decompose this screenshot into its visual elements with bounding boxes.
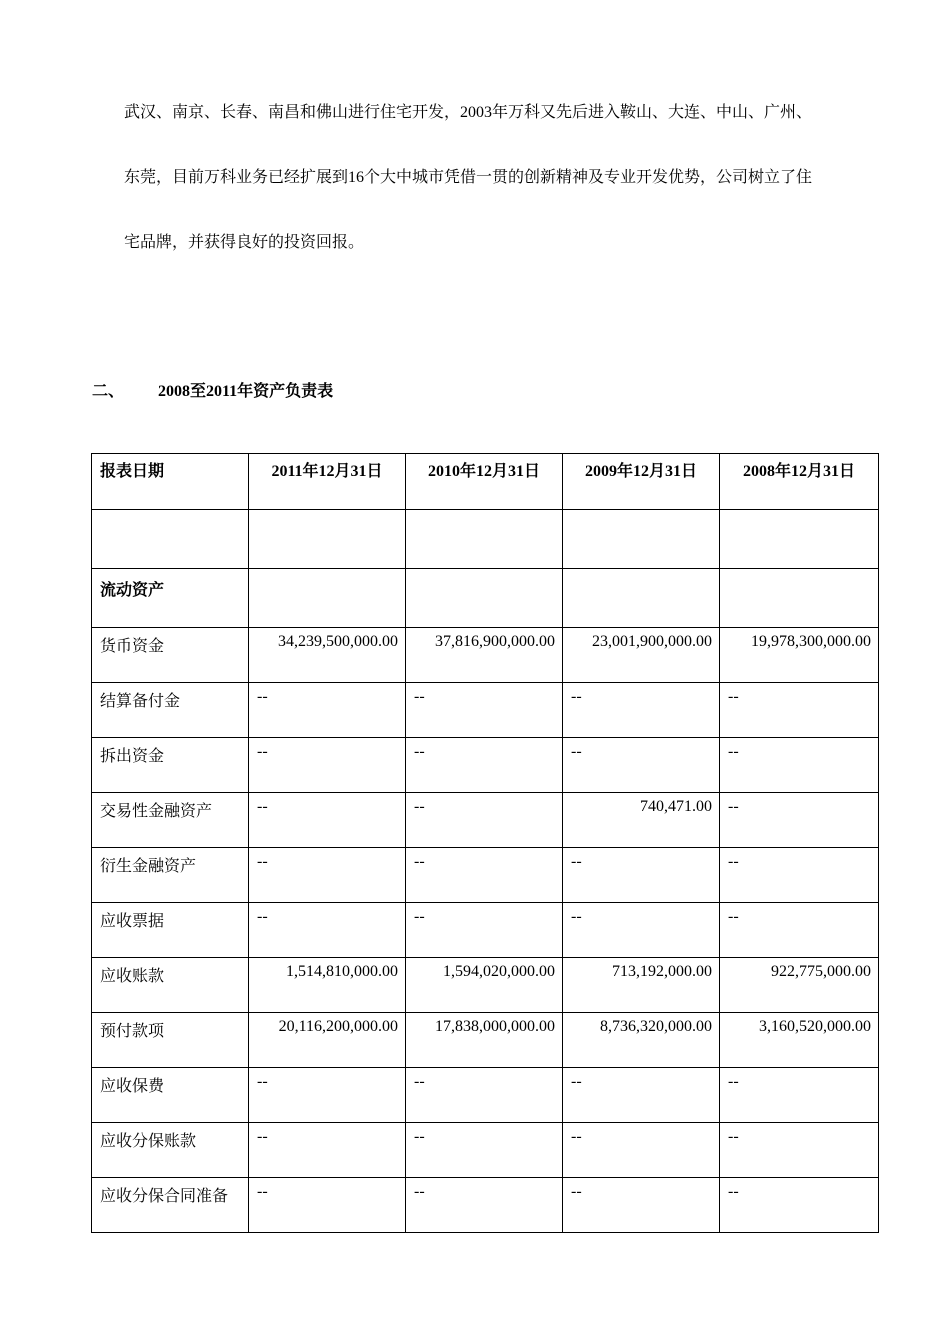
value-cell: -- bbox=[249, 903, 406, 958]
value-cell: -- bbox=[249, 1123, 406, 1178]
value-cell: 34,239,500,000.00 bbox=[249, 628, 406, 683]
row-label: 交易性金融资产 bbox=[92, 793, 249, 848]
value-cell: -- bbox=[249, 1068, 406, 1123]
value-cell: -- bbox=[249, 848, 406, 903]
intro-paragraph bbox=[124, 96, 864, 291]
category-row bbox=[92, 569, 879, 628]
value-cell: -- bbox=[406, 1178, 563, 1233]
row-label: 应收分保合同准备 bbox=[92, 1178, 249, 1233]
value-cell: 17,838,000,000.00 bbox=[406, 1013, 563, 1068]
intro-line: 宅品牌，并获得良好的投资回报。 bbox=[124, 234, 365, 251]
value-cell: -- bbox=[563, 1068, 720, 1123]
table-row bbox=[92, 1123, 879, 1178]
value-cell: 922,775,000.00 bbox=[720, 958, 879, 1013]
table-row bbox=[92, 1068, 879, 1123]
value-cell: -- bbox=[720, 1178, 879, 1233]
row-label: 结算备付金 bbox=[92, 683, 249, 738]
section-heading bbox=[92, 378, 333, 401]
blank-row bbox=[92, 510, 879, 569]
value-cell: 37,816,900,000.00 bbox=[406, 628, 563, 683]
value-cell: -- bbox=[406, 683, 563, 738]
value-cell: -- bbox=[563, 683, 720, 738]
table-row bbox=[92, 848, 879, 903]
value-cell: -- bbox=[406, 1123, 563, 1178]
header-cell-2011: 2011年12月31日 bbox=[249, 454, 406, 510]
table-row bbox=[92, 1178, 879, 1233]
value-cell: 19,978,300,000.00 bbox=[720, 628, 879, 683]
header-cell-date-label: 报表日期 bbox=[92, 454, 249, 510]
value-cell: -- bbox=[563, 903, 720, 958]
value-cell: 8,736,320,000.00 bbox=[563, 1013, 720, 1068]
row-label: 应收账款 bbox=[92, 958, 249, 1013]
table-row bbox=[92, 793, 879, 848]
value-cell: 1,594,020,000.00 bbox=[406, 958, 563, 1013]
value-cell: -- bbox=[563, 1123, 720, 1178]
table-cell bbox=[720, 510, 879, 569]
category-label: 流动资产 bbox=[92, 569, 249, 628]
table-cell bbox=[92, 510, 249, 569]
table-header-row bbox=[92, 454, 879, 510]
section-number: 二、 bbox=[92, 383, 125, 400]
value-cell: 3,160,520,000.00 bbox=[720, 1013, 879, 1068]
value-cell: -- bbox=[406, 903, 563, 958]
row-label: 应收保费 bbox=[92, 1068, 249, 1123]
value-cell: -- bbox=[406, 793, 563, 848]
value-cell: -- bbox=[563, 738, 720, 793]
intro-line: 武汉、南京、长春、南昌和佛山进行住宅开发，2003年万科又先后进入鞍山、大连、中山、广州、 bbox=[124, 104, 813, 121]
value-cell: -- bbox=[720, 848, 879, 903]
value-cell: -- bbox=[249, 738, 406, 793]
table-row bbox=[92, 738, 879, 793]
table-cell bbox=[249, 569, 406, 628]
table-cell bbox=[563, 510, 720, 569]
value-cell: -- bbox=[406, 1068, 563, 1123]
value-cell: 740,471.00 bbox=[563, 793, 720, 848]
table-row bbox=[92, 683, 879, 738]
value-cell: 1,514,810,000.00 bbox=[249, 958, 406, 1013]
value-cell: -- bbox=[720, 683, 879, 738]
value-cell: -- bbox=[249, 793, 406, 848]
value-cell: -- bbox=[249, 683, 406, 738]
value-cell: -- bbox=[406, 848, 563, 903]
row-label: 应收票据 bbox=[92, 903, 249, 958]
section-title: 2008至2011年资产负责表 bbox=[158, 383, 334, 400]
header-cell-2008: 2008年12月31日 bbox=[720, 454, 879, 510]
row-label: 拆出资金 bbox=[92, 738, 249, 793]
table-cell bbox=[406, 569, 563, 628]
row-label: 衍生金融资产 bbox=[92, 848, 249, 903]
row-label: 应收分保账款 bbox=[92, 1123, 249, 1178]
value-cell: -- bbox=[563, 848, 720, 903]
value-cell: -- bbox=[406, 738, 563, 793]
value-cell: 20,116,200,000.00 bbox=[249, 1013, 406, 1068]
table-cell bbox=[563, 569, 720, 628]
value-cell: -- bbox=[563, 1178, 720, 1233]
table-row bbox=[92, 1013, 879, 1068]
table-row bbox=[92, 903, 879, 958]
table-cell bbox=[720, 569, 879, 628]
intro-line: 东莞，目前万科业务已经扩展到16个大中城市凭借一贯的创新精神及专业开发优势，公司树立了住 bbox=[124, 169, 813, 186]
table-cell bbox=[406, 510, 563, 569]
balance-sheet-table bbox=[91, 453, 879, 1233]
value-cell: -- bbox=[720, 1068, 879, 1123]
value-cell: -- bbox=[720, 738, 879, 793]
value-cell: 713,192,000.00 bbox=[563, 958, 720, 1013]
value-cell: -- bbox=[249, 1178, 406, 1233]
row-label: 预付款项 bbox=[92, 1013, 249, 1068]
header-cell-2009: 2009年12月31日 bbox=[563, 454, 720, 510]
value-cell: -- bbox=[720, 1123, 879, 1178]
table-cell bbox=[249, 510, 406, 569]
table-row bbox=[92, 628, 879, 683]
header-cell-2010: 2010年12月31日 bbox=[406, 454, 563, 510]
value-cell: -- bbox=[720, 903, 879, 958]
table-row bbox=[92, 958, 879, 1013]
row-label: 货币资金 bbox=[92, 628, 249, 683]
value-cell: 23,001,900,000.00 bbox=[563, 628, 720, 683]
value-cell: -- bbox=[720, 793, 879, 848]
